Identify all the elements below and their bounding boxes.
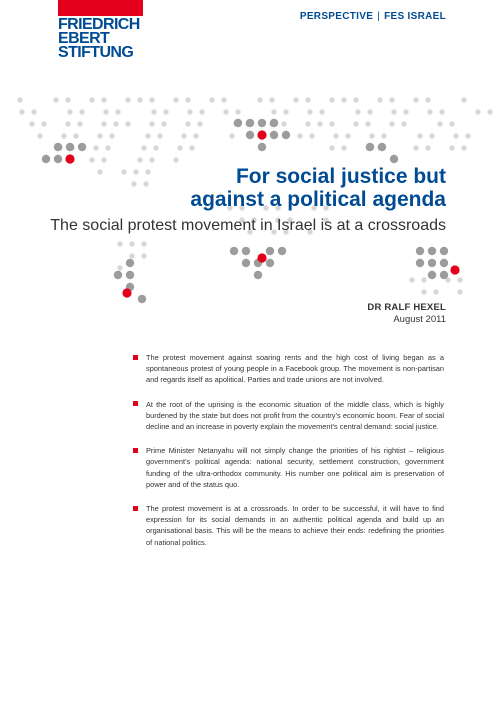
map-dot <box>401 121 406 126</box>
map-dot <box>41 121 46 126</box>
map-dot <box>345 133 350 138</box>
map-dot <box>117 265 122 270</box>
logo-line: STIFTUNG <box>58 44 134 61</box>
map-dot <box>93 145 98 150</box>
map-dot <box>117 241 122 246</box>
map-dot <box>125 97 130 102</box>
map-dot <box>391 109 396 114</box>
author-name: DR RALF HEXEL <box>367 302 446 313</box>
map-dot <box>254 271 262 279</box>
map-dot <box>417 133 422 138</box>
map-dot <box>270 119 278 127</box>
map-dot <box>223 109 228 114</box>
summary-item <box>133 352 444 386</box>
map-dot <box>282 131 290 139</box>
map-dot <box>97 133 102 138</box>
map-dot <box>189 145 194 150</box>
map-dot <box>341 97 346 102</box>
map-dot <box>187 109 192 114</box>
map-dot <box>181 133 186 138</box>
map-dot <box>31 109 36 114</box>
map-dot <box>149 97 154 102</box>
map-dot <box>115 109 120 114</box>
map-dot <box>269 97 274 102</box>
map-dot <box>230 247 238 255</box>
map-dot <box>141 241 146 246</box>
map-dot <box>461 97 466 102</box>
map-dot <box>353 121 358 126</box>
map-dot <box>65 121 70 126</box>
map-dot <box>145 133 150 138</box>
map-dot <box>270 131 278 139</box>
map-dot <box>278 247 286 255</box>
summary-item <box>133 445 444 490</box>
map-dot <box>173 157 178 162</box>
map-dot <box>378 143 386 151</box>
map-dot <box>453 133 458 138</box>
map-dot <box>145 169 150 174</box>
map-dot <box>487 109 492 114</box>
map-dot <box>416 259 424 267</box>
map-dot <box>305 97 310 102</box>
map-dot <box>429 133 434 138</box>
map-dot <box>271 109 276 114</box>
map-dot <box>440 271 448 279</box>
map-dot <box>109 133 114 138</box>
map-dot <box>258 143 266 151</box>
map-dot <box>141 145 146 150</box>
map-dot <box>329 97 334 102</box>
map-dot <box>416 247 424 255</box>
map-dot <box>366 143 374 151</box>
map-dot <box>199 109 204 114</box>
map-dot <box>101 157 106 162</box>
series-label <box>300 11 446 22</box>
map-dot <box>157 133 162 138</box>
map-dot <box>137 157 142 162</box>
map-dot <box>341 145 346 150</box>
bullet-square-icon <box>133 355 138 360</box>
map-dot <box>449 121 454 126</box>
map-dot <box>427 109 432 114</box>
map-dot <box>389 97 394 102</box>
map-dot <box>421 289 426 294</box>
map-dot <box>305 121 310 126</box>
map-dot <box>163 109 168 114</box>
map-dot <box>266 247 274 255</box>
map-dot <box>161 121 166 126</box>
map-dot <box>54 143 62 151</box>
map-dot <box>390 155 398 163</box>
map-dot <box>307 109 312 114</box>
map-dot <box>221 97 226 102</box>
map-dot <box>465 133 470 138</box>
map-dot <box>37 133 42 138</box>
map-dot <box>283 109 288 114</box>
map-dot <box>266 259 274 267</box>
map-dot <box>65 154 74 163</box>
map-dot <box>333 133 338 138</box>
map-dot <box>437 121 442 126</box>
map-dot <box>149 121 154 126</box>
map-dot <box>77 121 82 126</box>
map-dot <box>297 133 302 138</box>
map-dot <box>258 119 266 127</box>
map-dot <box>242 247 250 255</box>
summary-item <box>133 503 444 548</box>
map-dot <box>433 289 438 294</box>
map-dot <box>242 259 250 267</box>
map-dot <box>141 253 146 258</box>
map-dot <box>153 145 158 150</box>
map-dot <box>293 97 298 102</box>
map-dot <box>54 155 62 163</box>
map-dot <box>193 133 198 138</box>
map-dot <box>428 259 436 267</box>
map-dot <box>281 121 286 126</box>
summary-text: The protest movement against soaring rents and the high cost of living began as a spontaneous protest of young people in a Facebook group. The movement is non-partisan and regards itself as apolitical. Parties and trade unions are not involved. <box>146 353 444 385</box>
map-dot <box>19 109 24 114</box>
map-dot <box>365 121 370 126</box>
map-dot <box>89 157 94 162</box>
map-dot <box>129 253 134 258</box>
map-dot <box>101 97 106 102</box>
map-dot <box>17 97 22 102</box>
map-dot <box>377 97 382 102</box>
map-dot <box>173 97 178 102</box>
map-dot <box>177 145 182 150</box>
summary-list <box>133 352 444 561</box>
map-dot <box>73 133 78 138</box>
map-dot <box>125 121 130 126</box>
map-dot <box>309 133 314 138</box>
map-dot <box>97 169 102 174</box>
map-dot <box>440 247 448 255</box>
map-dot <box>229 133 234 138</box>
author-block <box>367 302 446 326</box>
map-dot <box>61 133 66 138</box>
map-dot <box>413 97 418 102</box>
map-dot <box>131 181 136 186</box>
map-dot <box>329 121 334 126</box>
map-dot <box>409 277 414 282</box>
bullet-square-icon <box>133 506 138 511</box>
map-dot <box>234 119 242 127</box>
logo-line: EBERT <box>58 30 110 47</box>
map-dot <box>235 109 240 114</box>
separator: | <box>377 11 381 22</box>
map-dot <box>65 97 70 102</box>
map-dot <box>78 143 86 151</box>
map-dot <box>413 145 418 150</box>
series-region: FES ISRAEL <box>384 11 446 22</box>
map-dot <box>114 271 122 279</box>
map-dot <box>450 265 459 274</box>
map-dot <box>89 97 94 102</box>
map-dot <box>53 97 58 102</box>
map-dot <box>257 253 266 262</box>
map-dot <box>367 109 372 114</box>
series-name: PERSPECTIVE <box>299 11 374 22</box>
map-dot <box>317 121 322 126</box>
map-dot <box>126 271 134 279</box>
title-line: For social justice but <box>235 165 446 188</box>
map-dot <box>440 259 448 267</box>
map-dot <box>113 121 118 126</box>
map-dot <box>475 109 480 114</box>
map-dot <box>185 97 190 102</box>
document-title <box>190 165 446 211</box>
map-dot <box>257 130 266 139</box>
map-dot <box>105 145 110 150</box>
map-dot <box>319 109 324 114</box>
map-dot <box>137 97 142 102</box>
bullet-square-icon <box>133 448 138 453</box>
map-dot <box>66 143 74 151</box>
map-dot <box>121 169 126 174</box>
map-dot <box>185 121 190 126</box>
bullet-square-icon <box>133 401 138 406</box>
map-dot <box>449 145 454 150</box>
map-dot <box>439 109 444 114</box>
logo-red-bar <box>58 0 143 16</box>
document-subtitle: The social protest movement in Israel is at a crossroads <box>50 217 446 234</box>
map-dot <box>428 247 436 255</box>
map-dot <box>246 119 254 127</box>
map-dot <box>133 169 138 174</box>
map-dot <box>103 109 108 114</box>
map-dot <box>381 133 386 138</box>
foundation-logo <box>58 18 168 60</box>
summary-item <box>133 399 444 433</box>
summary-text: Prime Minister Netanyahu will not simply change the priorities of his rightist – religious government’s political agenda: national security, settlement construction, government funding of the ultra-orthodox community. His number one political aim is preservation of power and of the status quo. <box>146 446 444 489</box>
map-dot <box>389 121 394 126</box>
map-dot <box>421 277 426 282</box>
map-dot <box>67 109 72 114</box>
map-dot <box>143 181 148 186</box>
map-dot <box>29 121 34 126</box>
map-dot <box>457 289 462 294</box>
map-dot <box>122 288 131 297</box>
map-dot <box>101 121 106 126</box>
map-dot <box>457 277 462 282</box>
title-line: against a political agenda <box>190 188 446 211</box>
map-dot <box>355 109 360 114</box>
map-dot <box>138 295 146 303</box>
map-dot <box>353 97 358 102</box>
map-dot <box>403 109 408 114</box>
map-dot <box>149 157 154 162</box>
map-dot <box>428 271 436 279</box>
map-dot <box>79 109 84 114</box>
map-dot <box>425 145 430 150</box>
publication-date: August 2011 <box>393 314 446 325</box>
summary-text: The protest movement is at a crossroads. In order to be successful, it will have to find expression for its social demands in an authentic political agenda and build up an organisational basis. This will be the means to achieve their ends: redefining the priorities of national politics. <box>146 504 444 547</box>
map-dot <box>151 109 156 114</box>
map-dot <box>425 97 430 102</box>
logo-line: FRIEDRICH <box>58 16 140 33</box>
map-dot <box>129 241 134 246</box>
map-dot <box>257 97 262 102</box>
map-dot <box>246 131 254 139</box>
map-dot <box>329 145 334 150</box>
map-dot <box>126 259 134 267</box>
map-dot <box>209 97 214 102</box>
map-dot <box>461 145 466 150</box>
map-dot <box>42 155 50 163</box>
summary-text: At the root of the uprising is the economic situation of the middle class, which is highly burdened by the state but does not profit from the country’s economic boom. Fear of social decline and an increase in poverty explain the movement’s central demand: social justice. <box>146 399 444 432</box>
map-dot <box>369 133 374 138</box>
map-dot <box>197 121 202 126</box>
